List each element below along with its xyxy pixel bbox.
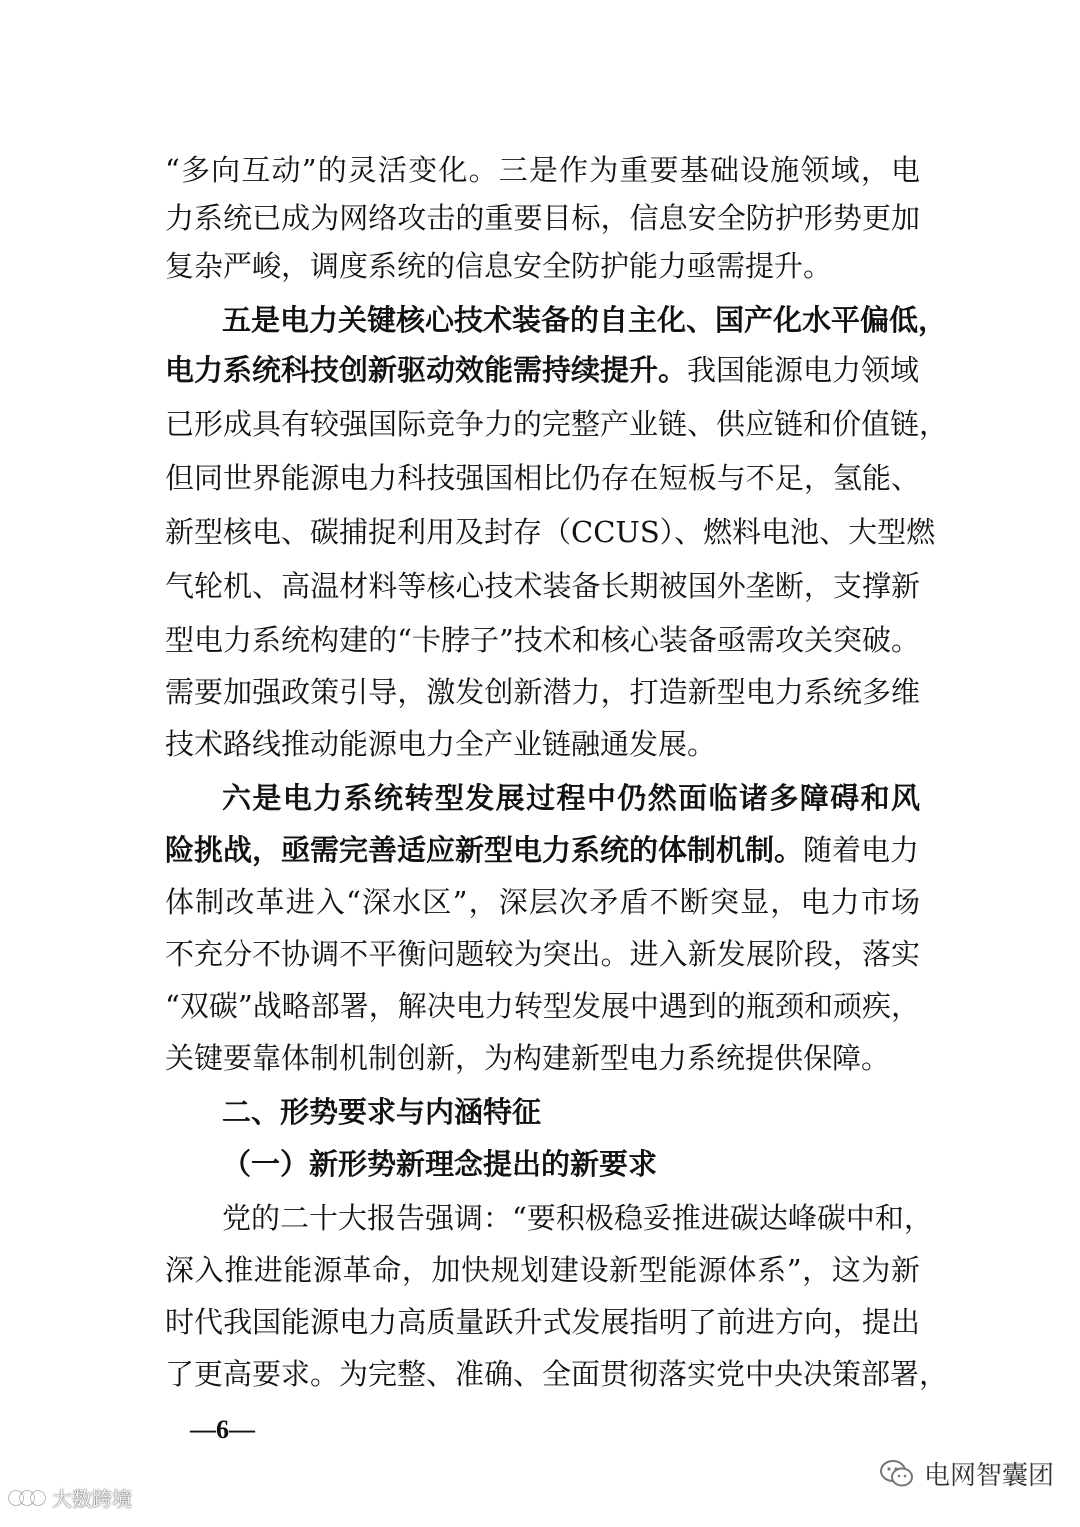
text-line: 但同世界能源电力科技强国相比仍存在短板与不足，氢能、 [165,461,920,495]
text-line: 新型核电、碳捕捉利用及封存（CCUS）、燃料电池、大型燃 [165,515,936,549]
text-line: 时代我国能源电力高质量跃升式发展指明了前进方向，提出 [165,1305,920,1339]
text-line: 已形成具有较强国际竞争力的完整产业链、供应链和价值链， [165,407,949,441]
brand-watermark-text: 大数跨境 [52,1487,132,1511]
text-line: 关键要靠体制机制创新，为构建新型电力系统提供保障。 [165,1041,891,1075]
wechat-icon [880,1459,914,1489]
text-line: 型电力系统构建的“卡脖子”技术和核心装备亟需攻关突破。 [165,623,920,657]
text-line: 力系统已成为网络攻击的重要目标，信息安全防护形势更加 [165,201,920,235]
text-line: 深入推进能源革命，加快规划建设新型能源体系”，这为新 [165,1253,920,1287]
para6-mixed-line [165,830,920,870]
text-line: 不充分不协调不平衡问题较为突出。进入新发展阶段，落实 [165,937,920,971]
text-line: 需要加强政策引导，激发创新潜力，打造新型电力系统多维 [165,675,920,709]
brand-logo-icon [8,1487,48,1509]
text-line: “双碳”战略部署，解决电力转型发展中遇到的瓶颈和顽疾， [165,989,920,1023]
para5-regular-text: 我国能源电力领域 [687,353,920,387]
text-line: 体制改革进入“深水区”，深层次矛盾不断突显，电力市场 [165,885,920,919]
para5-bold-text: 电力系统科技创新驱动效能需持续提升。 [165,353,688,387]
wechat-account-name: 电网智囊团 [924,1461,1055,1491]
text-line: 复杂严峻，调度系统的信息安全防护能力亟需提升。 [165,249,833,283]
para6-bold-text: 险挑战，亟需完善适应新型电力系统的体制机制。 [165,833,804,867]
wechat-watermark [880,1455,1054,1492]
text-line: “多向互动”的灵活变化。三是作为重要基础设施领域，电 [165,153,920,187]
text-line: 了更高要求。为完整、准确、全面贯彻落实党中央决策部署， [165,1357,949,1391]
text-line: 气轮机、高温材料等核心技术装备长期被国外垄断，支撑新 [165,569,920,603]
section-heading: 二、形势要求与内涵特征 [222,1095,542,1129]
brand-watermark [8,1483,132,1512]
page-number: —6— [190,1415,255,1444]
text-line: 党的二十大报告强调：“要积极稳妥推进碳达峰碳中和， [222,1201,933,1235]
para5-bold-line: 五是电力关键核心技术装备的自主化、国产化水平偏低， [222,303,948,337]
para5-mixed-line [165,350,920,390]
para6-regular-text: 随着电力 [803,833,920,867]
text-line: 技术路线推动能源电力全产业链融通发展。 [165,727,717,761]
para6-bold-line: 六是电力系统转型发展过程中仍然面临诸多障碍和风 [222,781,920,815]
subsection-heading: （一）新形势新理念提出的新要求 [222,1147,658,1181]
